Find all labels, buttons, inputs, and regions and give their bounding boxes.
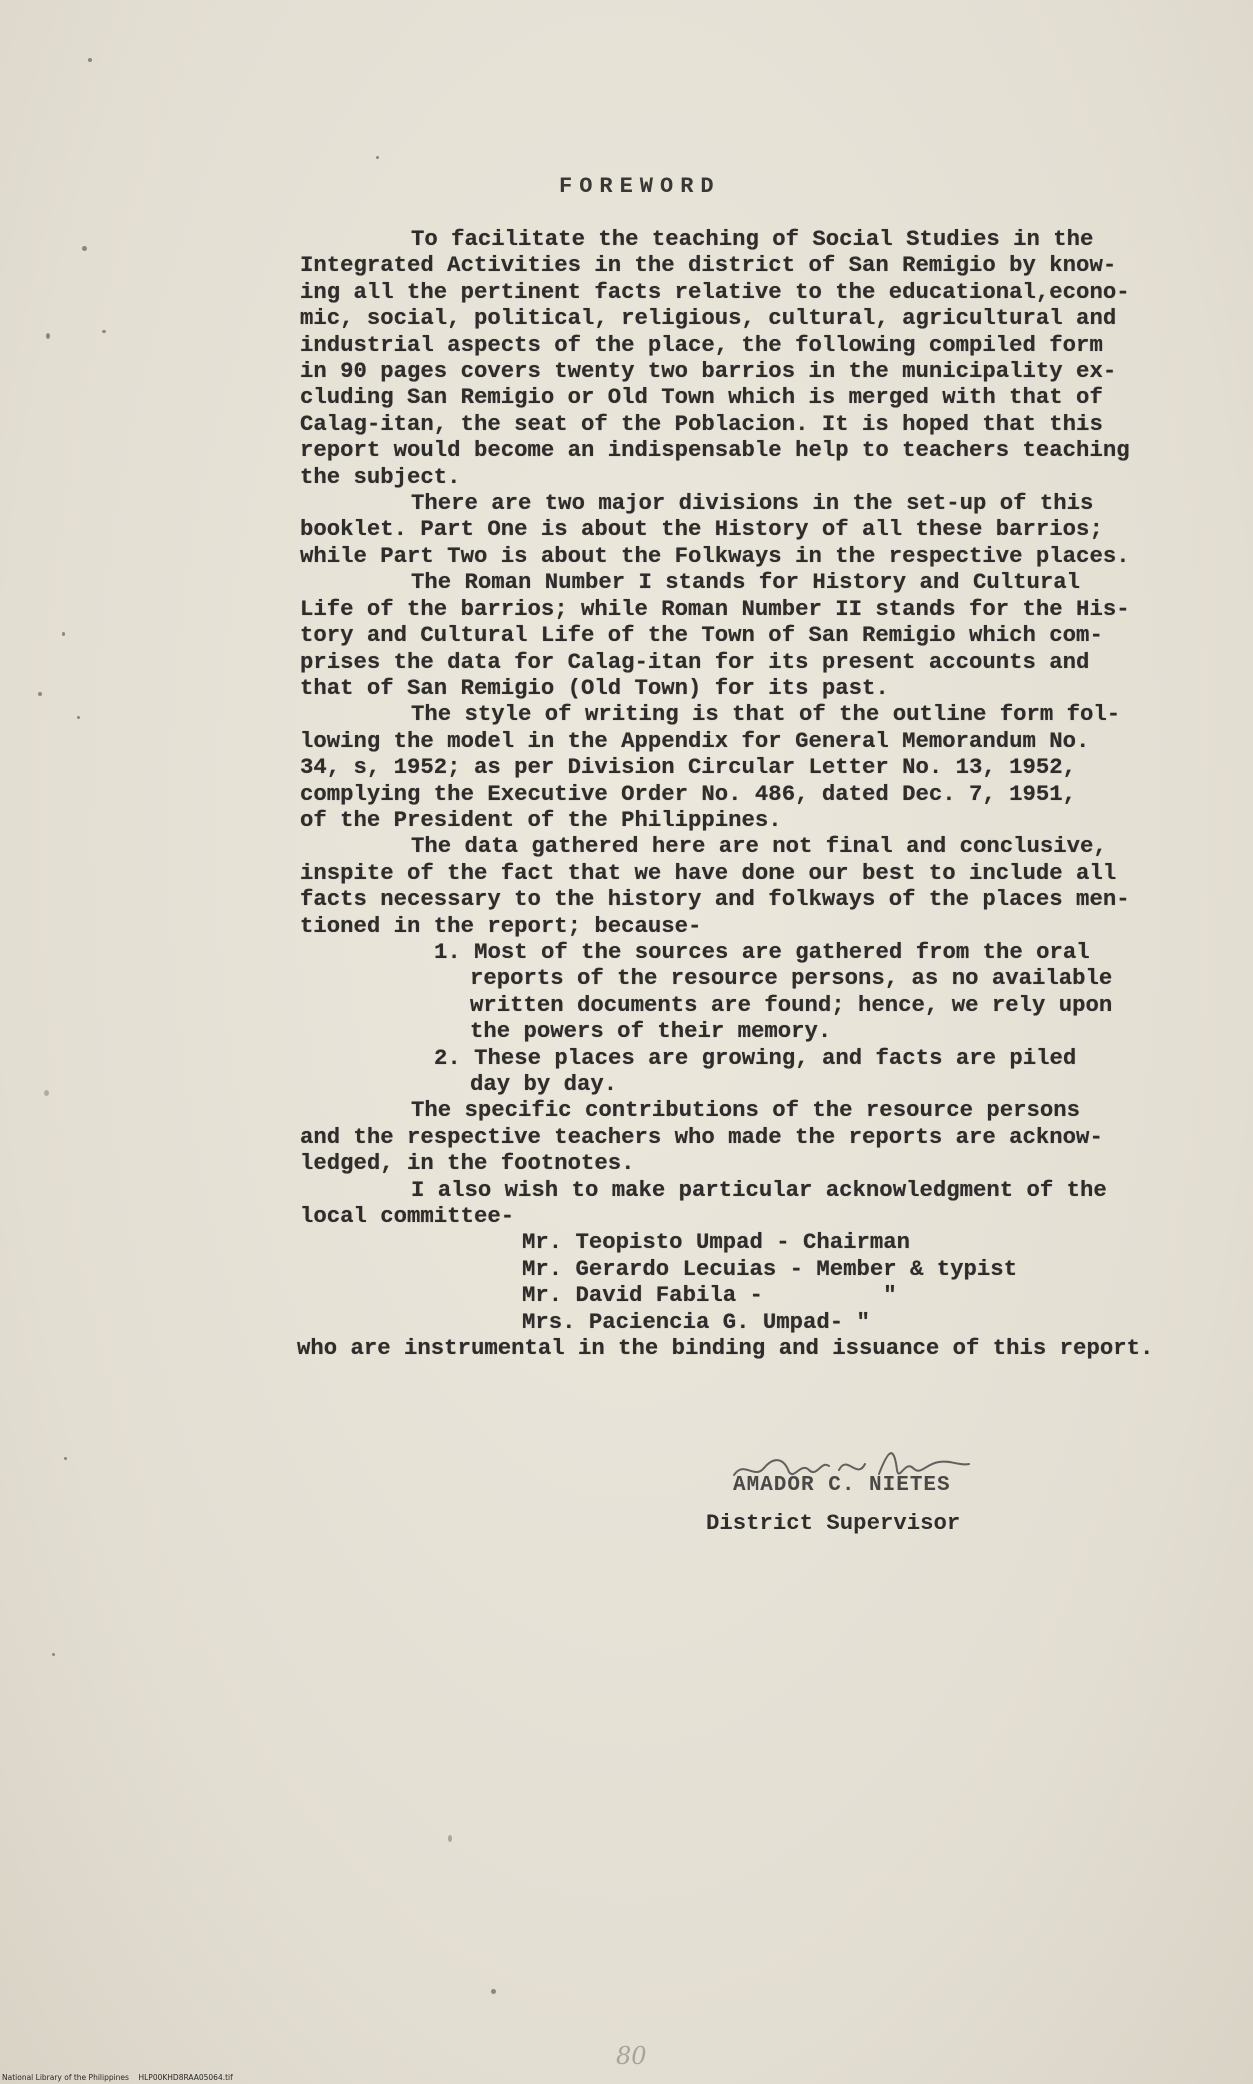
text-line: The specific contributions of the resource persons [411, 1097, 1081, 1124]
page-number-mark: 80 [616, 2042, 647, 2070]
text-line: local committee- [300, 1203, 515, 1230]
scan-footer: National Library of the Philippines HLP00KHD8RAA05064.tif [2, 2073, 233, 2082]
text-line: The data gathered here are not final and conclusive, [411, 833, 1107, 860]
paper-speck [38, 692, 42, 696]
text-line: who are instrumental in the binding and issuance of this report. [297, 1335, 1154, 1362]
committee-member: Mr. Gerardo Lecuias - Member & typist [522, 1255, 1018, 1282]
text-line: tory and Cultural Life of the Town of San Remigio which com- [300, 622, 1103, 649]
text-line: Life of the barrios; while Roman Number II stands for the His- [300, 595, 1130, 622]
text-line: cluding San Remigio or Old Town which is merged with that of [300, 384, 1103, 411]
paper-speck [88, 58, 92, 62]
text-line: facts necessary to the history and folkways of the places men- [300, 886, 1130, 913]
text-line: There are two major divisions in the set-up of this [411, 490, 1094, 517]
paper-speck [44, 1090, 49, 1096]
paper-speck [82, 246, 87, 251]
signature-title: District Supervisor [706, 1510, 961, 1536]
text-line: the subject. [300, 463, 461, 490]
committee-member: Mrs. Paciencia G. Umpad- " [522, 1308, 870, 1335]
committee-member: Mr. David Fabila - " [522, 1282, 897, 1309]
list-item-continuation: written documents are found; hence, we rely upon [470, 991, 1113, 1018]
list-item: 1. Most of the sources are gathered from the oral [434, 938, 1090, 965]
committee-member: Mr. Teopisto Umpad - Chairman [522, 1229, 911, 1256]
paper-speck [62, 632, 65, 636]
text-line: ing all the pertinent facts relative to the educational,econo- [300, 278, 1130, 305]
text-line: of the President of the Philippines. [300, 806, 782, 833]
paper-speck [491, 1989, 496, 1994]
paper-speck [52, 1653, 55, 1656]
text-line: To facilitate the teaching of Social Studies in the [411, 226, 1094, 252]
text-line: Calag-itan, the seat of the Poblacion. It is hoped that this [300, 410, 1103, 437]
text-line: The style of writing is that of the outline form fol- [411, 701, 1121, 728]
text-line: complying the Executive Order No. 486, dated Dec. 7, 1951, [300, 780, 1077, 807]
document-body [297, 226, 1180, 1362]
document-title: FOREWORD [559, 174, 721, 199]
text-line: while Part Two is about the Folkways in the respective places. [300, 542, 1130, 569]
paper-speck [77, 716, 80, 719]
text-line: 34, s, 1952; as per Division Circular Letter No. 13, 1952, [300, 754, 1077, 781]
text-line: Integrated Activities in the district of San Remigio by know- [300, 252, 1117, 279]
paper-speck [448, 1835, 452, 1842]
text-line: inspite of the fact that we have done our best to include all [300, 859, 1117, 886]
text-line: ledged, in the footnotes. [300, 1150, 635, 1177]
list-item-continuation: day by day. [470, 1071, 618, 1097]
list-item: 2. These places are growing, and facts are piled [434, 1044, 1077, 1071]
text-line: industrial aspects of the place, the following compiled form [300, 331, 1103, 358]
paper-speck [102, 330, 106, 333]
text-line: I also wish to make particular acknowledgment of the [411, 1176, 1107, 1203]
text-line: in 90 pages covers twenty two barrios in the municipality ex- [300, 358, 1117, 385]
text-line: prises the data for Calag-itan for its present accounts and [300, 648, 1090, 675]
text-line: booklet. Part One is about the History of all these barrios; [300, 516, 1103, 543]
text-line: The Roman Number I stands for History and Cultural [411, 569, 1081, 596]
text-line: that of San Remigio (Old Town) for its past. [300, 674, 889, 701]
list-item-continuation: the powers of their memory. [470, 1018, 832, 1045]
text-line: report would become an indispensable help to teachers teaching [300, 437, 1130, 464]
paper-speck [376, 156, 379, 159]
text-line: and the respective teachers who made the reports are acknow- [300, 1123, 1103, 1150]
signature-name: AMADOR C. NIETES [733, 1474, 951, 1497]
text-line: tioned in the report; because- [300, 912, 702, 939]
paper-speck [46, 333, 50, 339]
list-item-continuation: reports of the resource persons, as no available [470, 965, 1113, 992]
text-line: mic, social, political, religious, cultural, agricultural and [300, 305, 1117, 332]
text-line: lowing the model in the Appendix for General Memorandum No. [300, 727, 1090, 754]
paper-speck [64, 1457, 67, 1460]
